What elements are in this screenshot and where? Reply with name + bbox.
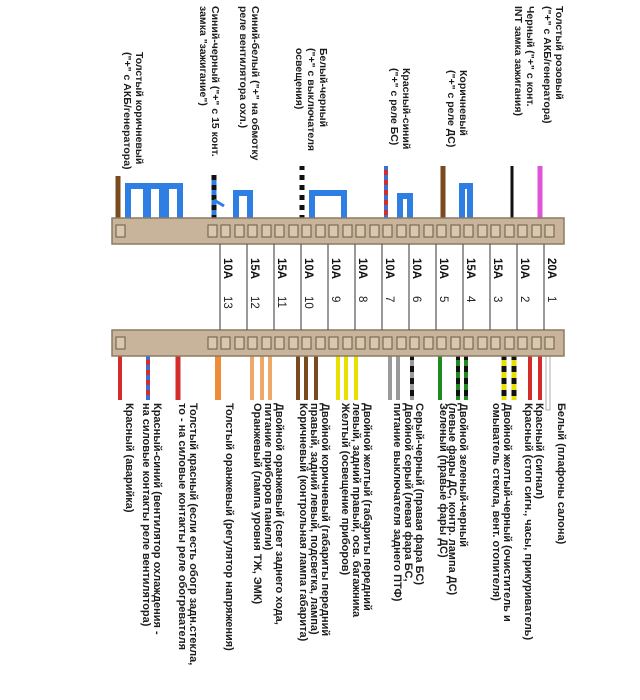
top-wire-label: Коричневый <box>457 70 469 136</box>
fuse-labels <box>221 258 557 309</box>
bottom-terminal <box>410 337 419 349</box>
top-terminal <box>410 225 419 237</box>
top-terminal <box>235 225 244 237</box>
fuse-amp-label: 10A <box>410 258 422 280</box>
top-wire-labels <box>121 6 565 170</box>
bottom-terminal <box>208 337 217 349</box>
bottom-wire-labels <box>123 402 567 665</box>
yellow-wire <box>336 350 340 400</box>
top-wire-label: Черный ("+" с конт. <box>524 6 536 107</box>
bottom-wire-label: (левые фары ДС, контр. лампа ДС) <box>446 403 458 596</box>
top-terminal <box>356 225 365 237</box>
fuse-amp-label: 10A <box>437 258 449 280</box>
fuse-amp-label: 10A <box>302 258 314 280</box>
grey-wire <box>396 350 400 400</box>
bottom-terminal <box>356 337 365 349</box>
green-black-wire <box>464 350 468 400</box>
bottom-wire-label: на силовые контакты реле вентилятора) <box>140 403 152 627</box>
fuse-number-label: 4 <box>464 296 476 303</box>
bottom-terminal <box>275 337 284 349</box>
bottom-wire-label: питание выключателя заднего ПТФ) <box>391 403 403 602</box>
orange-wire <box>268 350 272 400</box>
bottom-terminal <box>532 337 541 349</box>
fuse-amp-label: 10A <box>383 258 395 280</box>
bottom-wire-label: Двойной желтый-черный (очиститель и <box>501 403 513 622</box>
blue-jumper <box>462 186 470 222</box>
fuse-number-label: 12 <box>248 296 260 309</box>
bottom-terminal <box>424 337 433 349</box>
fuse-number-label: 10 <box>302 296 314 309</box>
bottom-wires <box>118 350 550 410</box>
bottom-wire-label: Оранжевый (лампа уровня ТЖ, ЭМК) <box>251 403 263 605</box>
fuse-amp-label: 10A <box>518 258 530 280</box>
bottom-wire-label: Серый-черный (правая фара БС) <box>413 403 425 586</box>
bottom-terminal <box>505 337 514 349</box>
top-wire-label: Синий-белый ("+" на обмотку <box>249 6 261 161</box>
yellow-black-wire <box>502 350 507 400</box>
bottom-wire-label: левый, задний правый, осв. багажника <box>350 403 362 618</box>
fuse-amp-label: 10A <box>221 258 233 280</box>
bottom-wire-label: Красный (стоп сигн., часы, прикуриватель) <box>522 403 534 641</box>
blue-jumper <box>128 186 146 222</box>
brown-wire <box>314 350 318 400</box>
bottom-terminal <box>397 337 406 349</box>
top-terminal <box>464 225 473 237</box>
bottom-wire-label: Толстый красный (если есть обогр задн.стекла, <box>187 403 199 666</box>
top-terminal <box>424 225 433 237</box>
top-terminal <box>208 225 217 237</box>
fuse-number-label: 13 <box>221 296 233 309</box>
top-terminal <box>329 225 338 237</box>
thick-orange-wire <box>215 350 221 400</box>
top-wire-label: ("+" с реле БС) <box>388 68 400 146</box>
bottom-wire-label: Белый (плафоны салона) <box>555 403 567 545</box>
fuse-number-label: 1 <box>545 296 557 303</box>
bottom-wire-label: Толстый оранжевый (регулятор напряжения) <box>223 403 235 651</box>
white-wire <box>546 350 550 400</box>
bottom-wire-label: то - на силовые контакты реле обогревателя <box>176 403 188 651</box>
brown-wire <box>296 350 300 400</box>
top-wire-label: Толстый коричневый <box>133 52 145 165</box>
top-wire-label: ("+" с выключателя <box>305 48 317 152</box>
bottom-terminal <box>343 337 352 349</box>
fuse-amp-label: 15A <box>491 258 503 280</box>
blue-jumper <box>148 186 162 222</box>
brown-wire <box>304 350 308 400</box>
top-wire-label: Синий-черный ("+" с 15 конт. <box>209 6 221 157</box>
bottom-terminal <box>437 337 446 349</box>
fuse-number-label: 11 <box>275 296 287 308</box>
top-wire-label: ("+" с АКБ/генератора) <box>541 6 553 124</box>
black-wire <box>511 166 514 226</box>
fuse-number-label: 2 <box>518 296 530 303</box>
bottom-wire-label: Двойной оранжевый (свет заднего хода, <box>273 403 285 625</box>
red-wire <box>528 350 532 400</box>
bottom-terminal <box>491 337 500 349</box>
bottom-wire-label: Красный-синий (вентилятор охлаждения - <box>151 403 163 635</box>
fuse-amp-label: 15A <box>464 258 476 280</box>
top-terminal <box>248 225 257 237</box>
top-terminal <box>478 225 487 237</box>
bottom-terminal <box>478 337 487 349</box>
bottom-terminal <box>262 337 271 349</box>
red-wire <box>538 350 542 400</box>
bottom-terminal <box>383 337 392 349</box>
bottom-wire-label: Желтый (освещение приборов) <box>339 403 351 576</box>
top-terminal <box>289 225 298 237</box>
thick-red-wire <box>176 350 181 400</box>
bottom-wire-label: Двойной зеленый-черный <box>457 403 469 548</box>
top-terminal <box>437 225 446 237</box>
top-terminal <box>532 225 541 237</box>
top-wire-label: освещения) <box>293 48 305 110</box>
bottom-terminal <box>370 337 379 349</box>
top-wire-label: INT замка зажигания) <box>512 6 524 116</box>
yellow-wire <box>354 350 358 400</box>
bottom-terminal <box>545 337 554 349</box>
fuse-amp-label: 15A <box>275 258 287 280</box>
top-wire-label: ("+" с реле ДС) <box>445 70 457 148</box>
fuse-amp-label: 15A <box>248 258 260 280</box>
fuse-amp-label: 10A <box>356 258 368 280</box>
bottom-terminal <box>302 337 311 349</box>
top-terminal <box>383 225 392 237</box>
bottom-wire-label: питание приборов панели) <box>262 403 274 551</box>
top-terminal <box>505 225 514 237</box>
bottom-wire-label: Красный (сигнал) <box>533 403 545 500</box>
bottom-wire-label: правый, задний левый, подсветка, лампа) <box>308 403 320 635</box>
green-black-wire <box>456 350 460 400</box>
red-blue-wire <box>146 350 150 400</box>
top-terminal <box>116 225 125 237</box>
white-black-wire <box>300 166 305 226</box>
top-terminal <box>221 225 230 237</box>
blue-jumper <box>166 186 180 222</box>
bottom-terminal <box>464 337 473 349</box>
red-wire <box>118 350 122 400</box>
bottom-wire-label: Двойной желтый (габариты передний <box>361 403 373 611</box>
top-terminal <box>491 225 500 237</box>
top-terminal <box>370 225 379 237</box>
bottom-terminal <box>235 337 244 349</box>
bottom-wire-label: Двойной коричневый (габариты передний <box>319 403 331 637</box>
top-terminal <box>545 225 554 237</box>
top-terminal <box>343 225 352 237</box>
top-wire-label: реле вентилятора охл.) <box>237 6 249 129</box>
bottom-terminal <box>248 337 257 349</box>
top-terminal <box>302 225 311 237</box>
fuse-number-label: 8 <box>356 296 368 303</box>
pink-wire <box>538 166 543 226</box>
top-terminal <box>451 225 460 237</box>
bottom-terminal <box>289 337 298 349</box>
bottom-terminal <box>221 337 230 349</box>
top-terminal <box>518 225 527 237</box>
bottom-wire-label: Коричневый (контрольная лампа габарита) <box>297 403 309 642</box>
fuse-amp-label: 20A <box>545 258 557 280</box>
fuse-number-label: 7 <box>383 296 395 303</box>
top-terminal <box>397 225 406 237</box>
top-terminal <box>316 225 325 237</box>
orange-wire <box>250 350 254 400</box>
fuse-legs <box>220 244 544 330</box>
fuse-amp-label: 10A <box>329 258 341 280</box>
bottom-terminal <box>518 337 527 349</box>
fuse-number-label: 9 <box>329 296 341 303</box>
yellow-wire <box>344 350 348 400</box>
top-wire-label: Белый-черный <box>317 48 329 128</box>
brown-wire <box>441 166 446 226</box>
top-wire-label: замка "зажигание") <box>197 6 209 106</box>
orange-wire <box>260 350 264 400</box>
bottom-terminal <box>116 337 125 349</box>
fuse-number-label: 6 <box>410 296 422 303</box>
bottom-wire-label: омыватель стекла, вент. отопителя) <box>490 403 502 601</box>
top-terminal <box>275 225 284 237</box>
bottom-wire-label: Зеленый (правые фары ДС) <box>437 403 449 558</box>
top-wire-label: ("+" с АКБ/генератора) <box>121 52 133 170</box>
top-wires <box>116 166 543 226</box>
red-blue-wire <box>384 166 388 226</box>
bottom-terminal <box>451 337 460 349</box>
green-wire <box>438 350 442 400</box>
fuse-number-label: 5 <box>437 296 449 303</box>
fuse-number-label: 3 <box>491 296 503 303</box>
yellow-black-wire <box>512 350 517 400</box>
bottom-terminal <box>316 337 325 349</box>
bottom-wire-label: Двойной серый (левая фара БС, <box>402 403 414 582</box>
bottom-terminal <box>329 337 338 349</box>
top-terminal <box>262 225 271 237</box>
top-wire-label: Толстый розовый <box>553 6 565 100</box>
bottom-wire-label: Красный (аварийка) <box>123 403 135 513</box>
grey-wire <box>388 350 392 400</box>
top-wire-label: Красный-синий <box>400 68 412 150</box>
grey-black-wire <box>410 350 414 400</box>
